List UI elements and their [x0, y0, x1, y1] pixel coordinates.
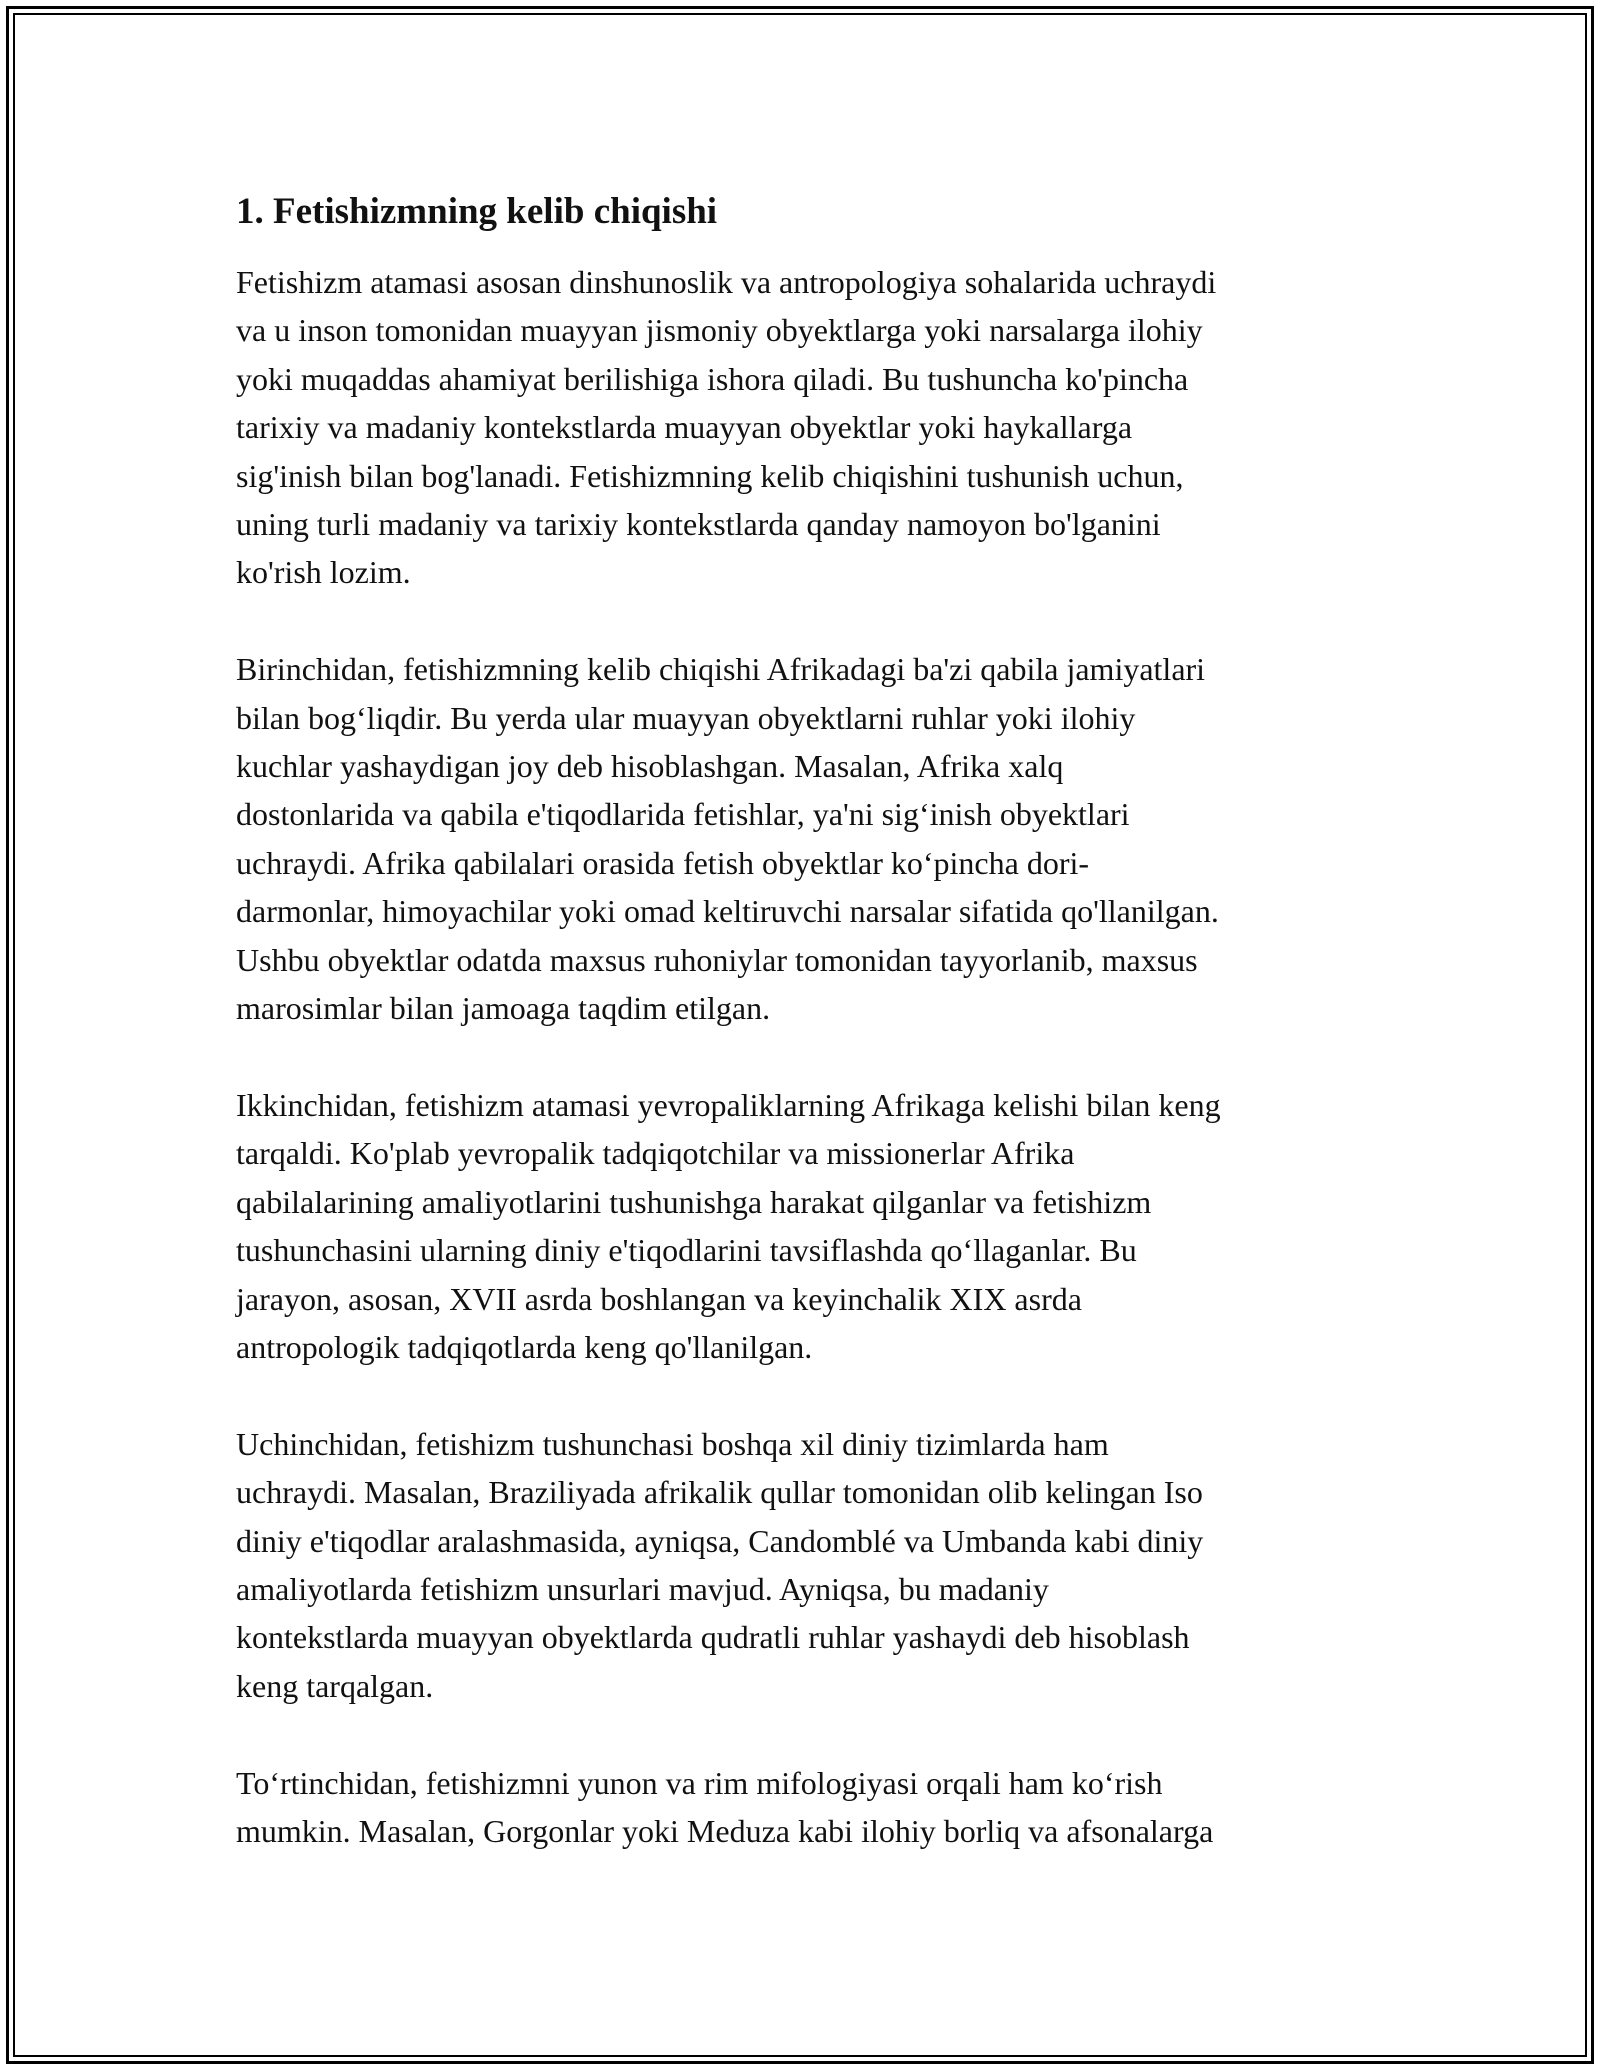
- text-line: kontekstlarda muayyan obyektlarda qudratli ruhlar yashaydi deb hisoblash: [236, 1619, 1190, 1656]
- text-line: tarixiy va madaniy kontekstlarda muayyan obyektlar yoki haykallarga: [236, 409, 1133, 446]
- text-line: Ikkinchidan, fetishizm atamasi yevropaliklarning Afrikaga kelishi bilan keng: [236, 1086, 1221, 1123]
- text-line: antropologik tadqiqotlarda keng qo'llanilgan.: [236, 1328, 813, 1365]
- text-line: qabilalarining amaliyotlarini tushunishga harakat qilganlar va fetishizm: [236, 1183, 1152, 1220]
- text-line: Fetishizm atamasi asosan dinshunoslik va antropologiya sohalarida uchraydi: [236, 264, 1217, 300]
- document-body: [236, 186, 1376, 1904]
- text-line: uchraydi. Afrika qabilalari orasida fetish obyektlar ko‘pincha dori-: [236, 844, 1090, 881]
- text-line: Birinchidan, fetishizmning kelib chiqishi Afrikadagi ba'zi qabila jamiyatlari: [236, 651, 1206, 688]
- text-line: amaliyotlarda fetishizm unsurlari mavjud. Ayniqsa, bu madaniy: [236, 1570, 1049, 1607]
- text-line: dostonlarida va qabila e'tiqodlarida fetishlar, ya'ni sig‘inish obyektlari: [236, 796, 1130, 833]
- text-line: tushunchasini ularning diniy e'tiqodlarini tavsiflashda qo‘llaganlar. Bu: [236, 1232, 1137, 1269]
- paragraph-4: [236, 1420, 1376, 1710]
- paragraph-3: [236, 1081, 1376, 1371]
- text-line: keng tarqalgan.: [236, 1667, 434, 1704]
- text-line: Ushbu obyektlar odatda maxsus ruhoniylar tomonidan tayyorlanib, maxsus: [236, 941, 1198, 978]
- text-line: sig'inish bilan bog'lanadi. Fetishizmning kelib chiqishini tushunish uchun,: [236, 457, 1184, 494]
- text-line: uning turli madaniy va tarixiy kontekstlarda qanday namoyon bo'lganini: [236, 506, 1161, 543]
- section-heading: 1. Fetishizmning kelib chiqishi: [236, 191, 718, 232]
- text-line: Uchinchidan, fetishizm tushunchasi boshqa xil diniy tizimlarda ham: [236, 1425, 1109, 1462]
- text-line: jarayon, asosan, XVII asrda boshlangan va keyinchalik XIX asrda: [236, 1280, 1082, 1317]
- text-line: uchraydi. Masalan, Braziliyada afrikalik qullar tomonidan olib kelingan Iso: [236, 1474, 1203, 1511]
- text-line: darmonlar, himoyachilar yoki omad keltiruvchi narsalar sifatida qo'llanilgan.: [236, 893, 1219, 930]
- text-line: tarqaldi. Ko'plab yevropalik tadqiqotchilar va missionerlar Afrika: [236, 1135, 1075, 1172]
- text-line: mumkin. Masalan, Gorgonlar yoki Meduza kabi ilohiy borliq va afsonalarga: [236, 1812, 1214, 1849]
- paragraph-5: [236, 1759, 1376, 1856]
- text-line: va u inson tomonidan muayyan jismoniy obyektlarga yoki narsalarga ilohiy: [236, 312, 1203, 349]
- text-line: ko'rish lozim.: [236, 554, 411, 591]
- text-line: To‘rtinchidan, fetishizmni yunon va rim mifologiyasi orqali ham ko‘rish: [236, 1764, 1163, 1801]
- text-line: yoki muqaddas ahamiyat berilishiga ishora qiladi. Bu tushuncha ko'pincha: [236, 360, 1189, 397]
- paragraph-1: [236, 258, 1376, 597]
- paragraph-2: [236, 645, 1376, 1032]
- text-line: marosimlar bilan jamoaga taqdim etilgan.: [236, 990, 771, 1027]
- text-line: kuchlar yashaydigan joy deb hisoblashgan. Masalan, Afrika xalq: [236, 748, 1064, 785]
- text-line: diniy e'tiqodlar aralashmasida, ayniqsa, Candomblé va Umbanda kabi diniy: [236, 1522, 1204, 1559]
- text-line: bilan bog‘liqdir. Bu yerda ular muayyan obyektlarni ruhlar yoki ilohiy: [236, 699, 1136, 736]
